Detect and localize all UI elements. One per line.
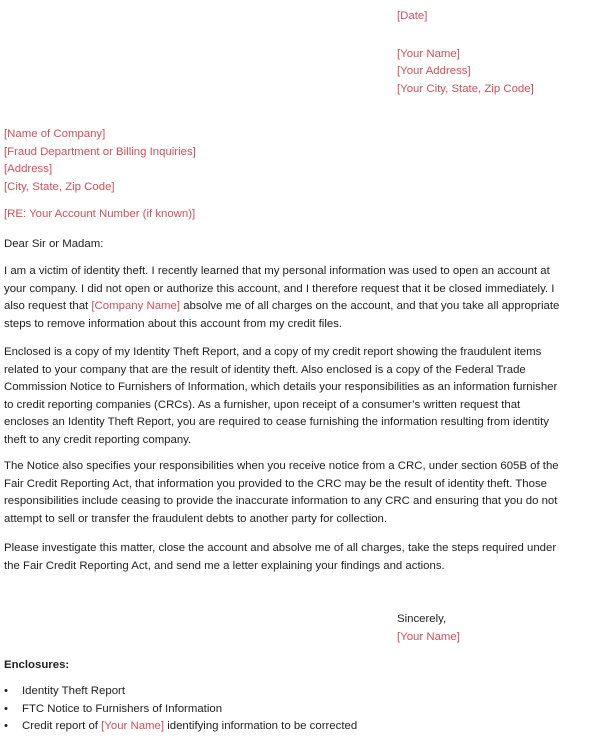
closing-name-placeholder: [Your Name]	[397, 630, 460, 643]
paragraph-4-line: Please investigate this matter, close the account and absolve me of all charges, take the steps required under	[4, 542, 557, 554]
paragraph-3-line: responsibilities include ceasing to provide the inaccurate information to any CRC and ensuring that you do not	[4, 495, 558, 508]
list-item	[4, 718, 357, 736]
list-item	[4, 683, 357, 701]
paragraph-4-line: the Fair Credit Reporting Act, and send me a letter explaining your findings and actions.	[4, 559, 445, 572]
paragraph-2-line: to credit reporting companies (CRCs). As a furnisher, upon receipt of a consumer’s written request that	[4, 398, 521, 411]
your-name-inline-placeholder: [Your Name]	[101, 720, 165, 733]
bullet-icon: •	[4, 702, 8, 715]
salutation: Dear Sir or Madam:	[4, 238, 104, 250]
paragraph-1-line: steps to remove information about this account from my credit files.	[4, 317, 343, 330]
enclosures-list	[4, 683, 357, 736]
paragraph-1-text: also request that	[4, 300, 92, 313]
sender-name-placeholder: [Your Name]	[397, 47, 460, 60]
paragraph-3-line: The Notice also specifies your responsibilities when you receive notice from a CRC, under section 605B of the	[4, 460, 559, 472]
company-name-placeholder: [Name of Company]	[4, 128, 106, 140]
re-line: [RE: Your Account Number (if known)]	[4, 208, 196, 220]
paragraph-2-line: theft to any credit reporting company.	[4, 433, 192, 446]
sender-address-placeholder: [Your Address]	[397, 65, 471, 78]
paragraph-1-line: I am a victim of identity theft. I recently learned that my personal information was used to open an account at	[4, 265, 550, 277]
paragraph-1-text: absolve me of all charges on the account, and that you take all appropriate	[180, 300, 560, 313]
bullet-icon: •	[4, 720, 8, 733]
paragraph-1-line: your company. I did not open or authorize this account, and I therefore request that it be closed immediately. I	[4, 282, 555, 295]
recipient-block	[4, 126, 196, 196]
recipient-city-placeholder: [City, State, Zip Code]	[4, 180, 115, 193]
paragraph-2-line: Enclosed is a copy of my Identity Theft Report, and a copy of my credit report showing the fraudulent items	[4, 346, 542, 358]
enclosure-item-label: Identity Theft Report	[22, 685, 125, 697]
company-name-inline-placeholder: [Company Name]	[91, 300, 181, 313]
paragraph-1-line	[4, 298, 596, 316]
enclosure-item-label: identifying information to be corrected	[164, 720, 358, 733]
closing-block	[397, 611, 460, 646]
enclosure-item-label: FTC Notice to Furnishers of Information	[22, 702, 223, 715]
paragraph-2	[4, 344, 596, 450]
enclosure-item-label: Credit report of	[22, 720, 102, 733]
list-item	[4, 701, 357, 719]
paragraph-2-line: Commission Notice to Furnishers of Information, which details your responsibilities as an information furnisher	[4, 381, 558, 394]
paragraph-3-line: attempt to sell or transfer the fraudulent debts to another party for collection.	[4, 512, 388, 525]
sender-city-placeholder: [Your City, State, Zip Code]	[397, 82, 534, 95]
paragraph-4	[4, 540, 596, 575]
paragraph-2-line: encloses an Identity Theft Report, you are required to cease furnishing the information resulting from identity	[4, 416, 549, 429]
department-placeholder: [Fraud Department or Billing Inquiries]	[4, 145, 196, 158]
paragraph-3-line: Fair Credit Reporting Act, that information you provided to the CRC may be the result of identity theft. Those	[4, 477, 548, 490]
bullet-icon: •	[4, 685, 8, 697]
paragraph-1	[4, 263, 596, 333]
date-placeholder: [Date]	[397, 10, 428, 22]
recipient-address-placeholder: [Address]	[4, 163, 53, 176]
closing-word: Sincerely,	[397, 613, 447, 625]
sender-block	[397, 8, 534, 98]
paragraph-3	[4, 458, 596, 528]
paragraph-2-line: related to your company that are the result of identity theft. Also enclosed is a copy of the Federal Trade	[4, 363, 526, 376]
enclosures-heading: Enclosures:	[4, 659, 70, 671]
